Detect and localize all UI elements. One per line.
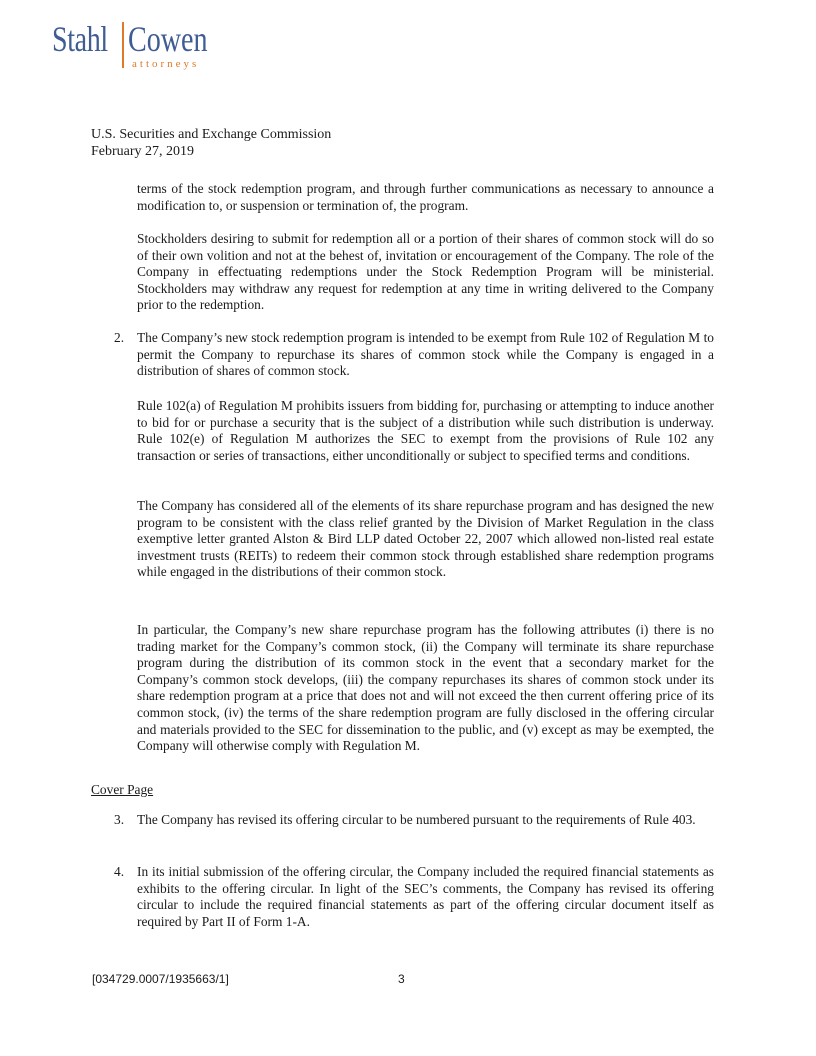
page-number: 3 [398,972,405,986]
logo-text-cowen: Cowen [128,19,208,59]
paragraph-considered: The Company has considered all of the elements of its share repurchase program and has designed the new program to be consistent with the class relief granted by the Division of Market Regulation in the class exemptive letter granted Alston & Bird LLP dated October 22, 2007 which allowed non-listed real estate investment trusts (REITs) to redeem their common stock through established share redemption programs while engaged in the distributions of their common stock. [137,498,714,580]
item-3-number: 3. [114,812,125,827]
paragraph-stockholders: Stockholders desiring to submit for redemption all or a portion of their shares of common stock will do so of their own volition and not at the behest of, invitation or encouragement of the Company. The role of the Company in effectuating redemptions under the Stock Redemption Program will be ministerial. Stockholders may withdraw any request for redemption at any time in writing delivered to the Company prior to the redemption. [137,231,714,313]
letter-date: February 27, 2019 [91,144,195,159]
item-4-number: 4. [114,864,125,879]
section-heading-cover-page: Cover Page [91,782,154,797]
item-2-text: The Company’s new stock redemption program is intended to be exempt from Rule 102 of Regulation M to permit the Company to repurchase its shares of common stock while the Company is engaged in a distribution of shares of common stock. [137,330,714,379]
letter-header [91,126,331,160]
item-4-text: In its initial submission of the offering circular, the Company included the required financial statements as exhibits to the offering circular. In light of the SEC’s comments, the Company has revised its offering circular to include the required financial statements as part of the offering circular document itself as required by Part II of Form 1-A. [137,864,714,929]
paragraph-rule-102: Rule 102(a) of Regulation M prohibits issuers from bidding for, purchasing or attempting to induce another to bid for or purchase a security that is the subject of a distribution while such distribution is underway. Rule 102(e) of Regulation M authorizes the SEC to exempt from the provisions of Rule 102 any transaction or series of transactions, either unconditionally or subject to specified terms and conditions. [137,398,714,463]
item-3-text: The Company has revised its offering circular to be numbered pursuant to the requirements of Rule 403. [137,812,696,827]
recipient: U.S. Securities and Exchange Commission [91,127,332,142]
paragraph-particular: In particular, the Company’s new share repurchase program has the following attributes (i) there is no trading market for the Company’s common stock, (ii) the Company will terminate its share repurchase program during the distribution of its common stock in the event that a secondary market for the Company’s common stock develops, (iii) the company repurchases its shares of common stock under its share redemption program at a price that does not and will not exceed the then current offering price of its common stock, (iv) the terms of the share redemption program are fully disclosed in the offering circular and materials provided to the SEC for dissemination to the public, and (v) except as may be exempted, the Company will otherwise comply with Regulation M. [137,622,714,754]
logo-text-stahl: Stahl [52,19,108,59]
footer-document-id: [034729.0007/1935663/1] [92,972,229,986]
item-2-number: 2. [114,330,125,345]
logo-subtitle: attorneys [132,58,200,70]
logo-divider [122,22,124,68]
paragraph-terms: terms of the stock redemption program, and through further communications as necessary to announce a modification to, or suspension or termination of, the program. [137,181,714,213]
